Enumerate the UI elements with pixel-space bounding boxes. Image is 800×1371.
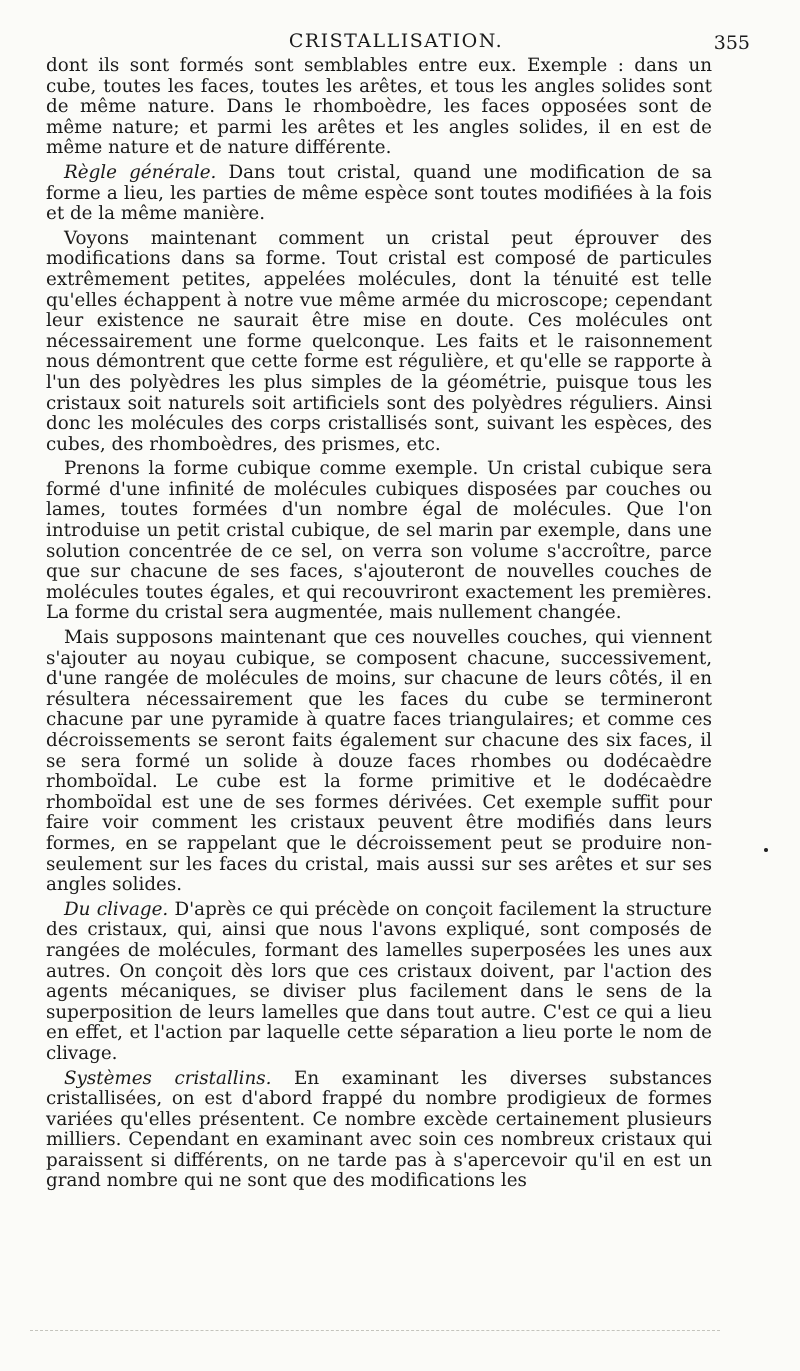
paragraph-continuation: [46, 56, 712, 159]
paragraph-text: Mais supposons maintenant que ces nouvelles couches, qui viennent s'ajouter au noyau cubique, se composent chacune, successivement, d'une rangée de molécules de moins, sur chacune de leurs côtés, il en résultera nécessairement que les faces du cube se termineront chacune par une pyramide à quatre faces triangulaires; et comme ces décroissements se seront faits également sur chacune des six faces, il se sera formé un solide à douze faces rhombes ou dodécaèdre rhomboïdal. Le cube est la forme primitive et le dodécaèdre rhomboïdal est une de ses formes dérivées. Cet exemple suffit pour faire voir comment les cristaux peuvent être modifiés dans leurs formes, en se rappelant que le décroissement peut se produire non-seulement sur les faces du cristal, mais aussi sur ses arêtes et sur ses angles solides.: [46, 627, 712, 896]
body-text: [46, 56, 712, 1196]
paragraph-clivage: [46, 900, 712, 1065]
paragraph-text: En examinant les diverses substances cristallisées, on est d'abord frappé du nombre prodigieux de formes variées qu'elles présentent. Ce nombre excède certainement plusieurs milliers. Cependant en examinant avec soin ces nombreux cristaux qui paraissent si différents, on ne tarde pas à s'apercevoir qu'il en est un grand nombre qui ne sont que des modifications les: [46, 1067, 712, 1192]
paragraph-text: Prenons la forme cubique comme exemple. Un cristal cubique sera formé d'une infinité de molécules cubiques disposées par couches ou lames, toutes formées d'un nombre égal de molécules. Que l'on introduise un petit cristal cubique, de sel marin par exemple, dans une solution concentrée de ce sel, on verra son volume s'accroître, parce que sur chacune de ses faces, s'ajouteront de nouvelles couches de molécules toutes égales, et qui recouvriront exactement les premières. La forme du cristal sera augmentée, mais nullement changée.: [46, 458, 712, 624]
paragraph-lead: Systèmes cristallins.: [64, 1067, 272, 1089]
paragraph-molecules: [46, 229, 712, 456]
page-header: [46, 30, 750, 54]
paragraph-decroissements: [46, 628, 712, 896]
paragraph-text: D'après ce qui précède on conçoit facilement la structure des cristaux, qui, ainsi que nous l'avons expliqué, sont composés de rangées de molécules, formant des lamelles superposées les unes aux autres. On conçoit dès lors que ces cristaux doivent, par l'action des agents mécaniques, se diviser plus facilement dans le sens de la superposition de leurs lamelles que dans tout autre. C'est ce qui a lieu en effet, et l'action par laquelle cette séparation a lieu porte le nom de clivage.: [46, 898, 712, 1064]
bleed-through-line: [30, 1330, 720, 1331]
paragraph-regle-generale: [46, 163, 712, 225]
paragraph-text: dont ils sont formés sont semblables entre eux. Exemple : dans un cube, toutes les faces, toutes les arêtes, et tous les angles solides sont de même nature. Dans le rhomboèdre, les faces opposées sont de même nature; et parmi les arêtes et les angles solides, il en est de même nature et de nature différente.: [46, 55, 712, 159]
paragraph-text: Voyons maintenant comment un cristal peut éprouver des modifications dans sa forme. Tout cristal est composé de particules extrêmement petites, appelées molécules, dont la ténuité est telle qu'elles échappent à notre vue même armée du microscope; cependant leur existence ne saurait être mise en doute. Ces molécules ont nécessairement une forme quelconque. Les faits et le raisonnement nous démontrent que cette forme est régulière, et qu'elle se rapporte à l'un des polyèdres les plus simples de la géométrie, puisque tous les cristaux soit naturels soit artificiels sont des polyèdres réguliers. Ainsi donc les molécules des corps cristallisés sont, suivant les espèces, des cubes, des rhomboèdres, des prismes, etc.: [46, 227, 712, 455]
page-number: 355: [713, 32, 750, 54]
paragraph-text: Dans tout cristal, quand une modification de sa forme a lieu, les parties de même espèce sont toutes modifiées à la fois et de la même manière.: [46, 161, 712, 225]
paragraph-forme-cubique: [46, 459, 712, 624]
paragraph-systemes-cristallins: [46, 1069, 712, 1193]
paragraph-lead: Règle générale.: [64, 161, 217, 183]
running-title: CRISTALLISATION.: [288, 30, 504, 52]
paragraph-lead: Du clivage.: [64, 898, 169, 920]
ink-speck: [764, 848, 768, 852]
